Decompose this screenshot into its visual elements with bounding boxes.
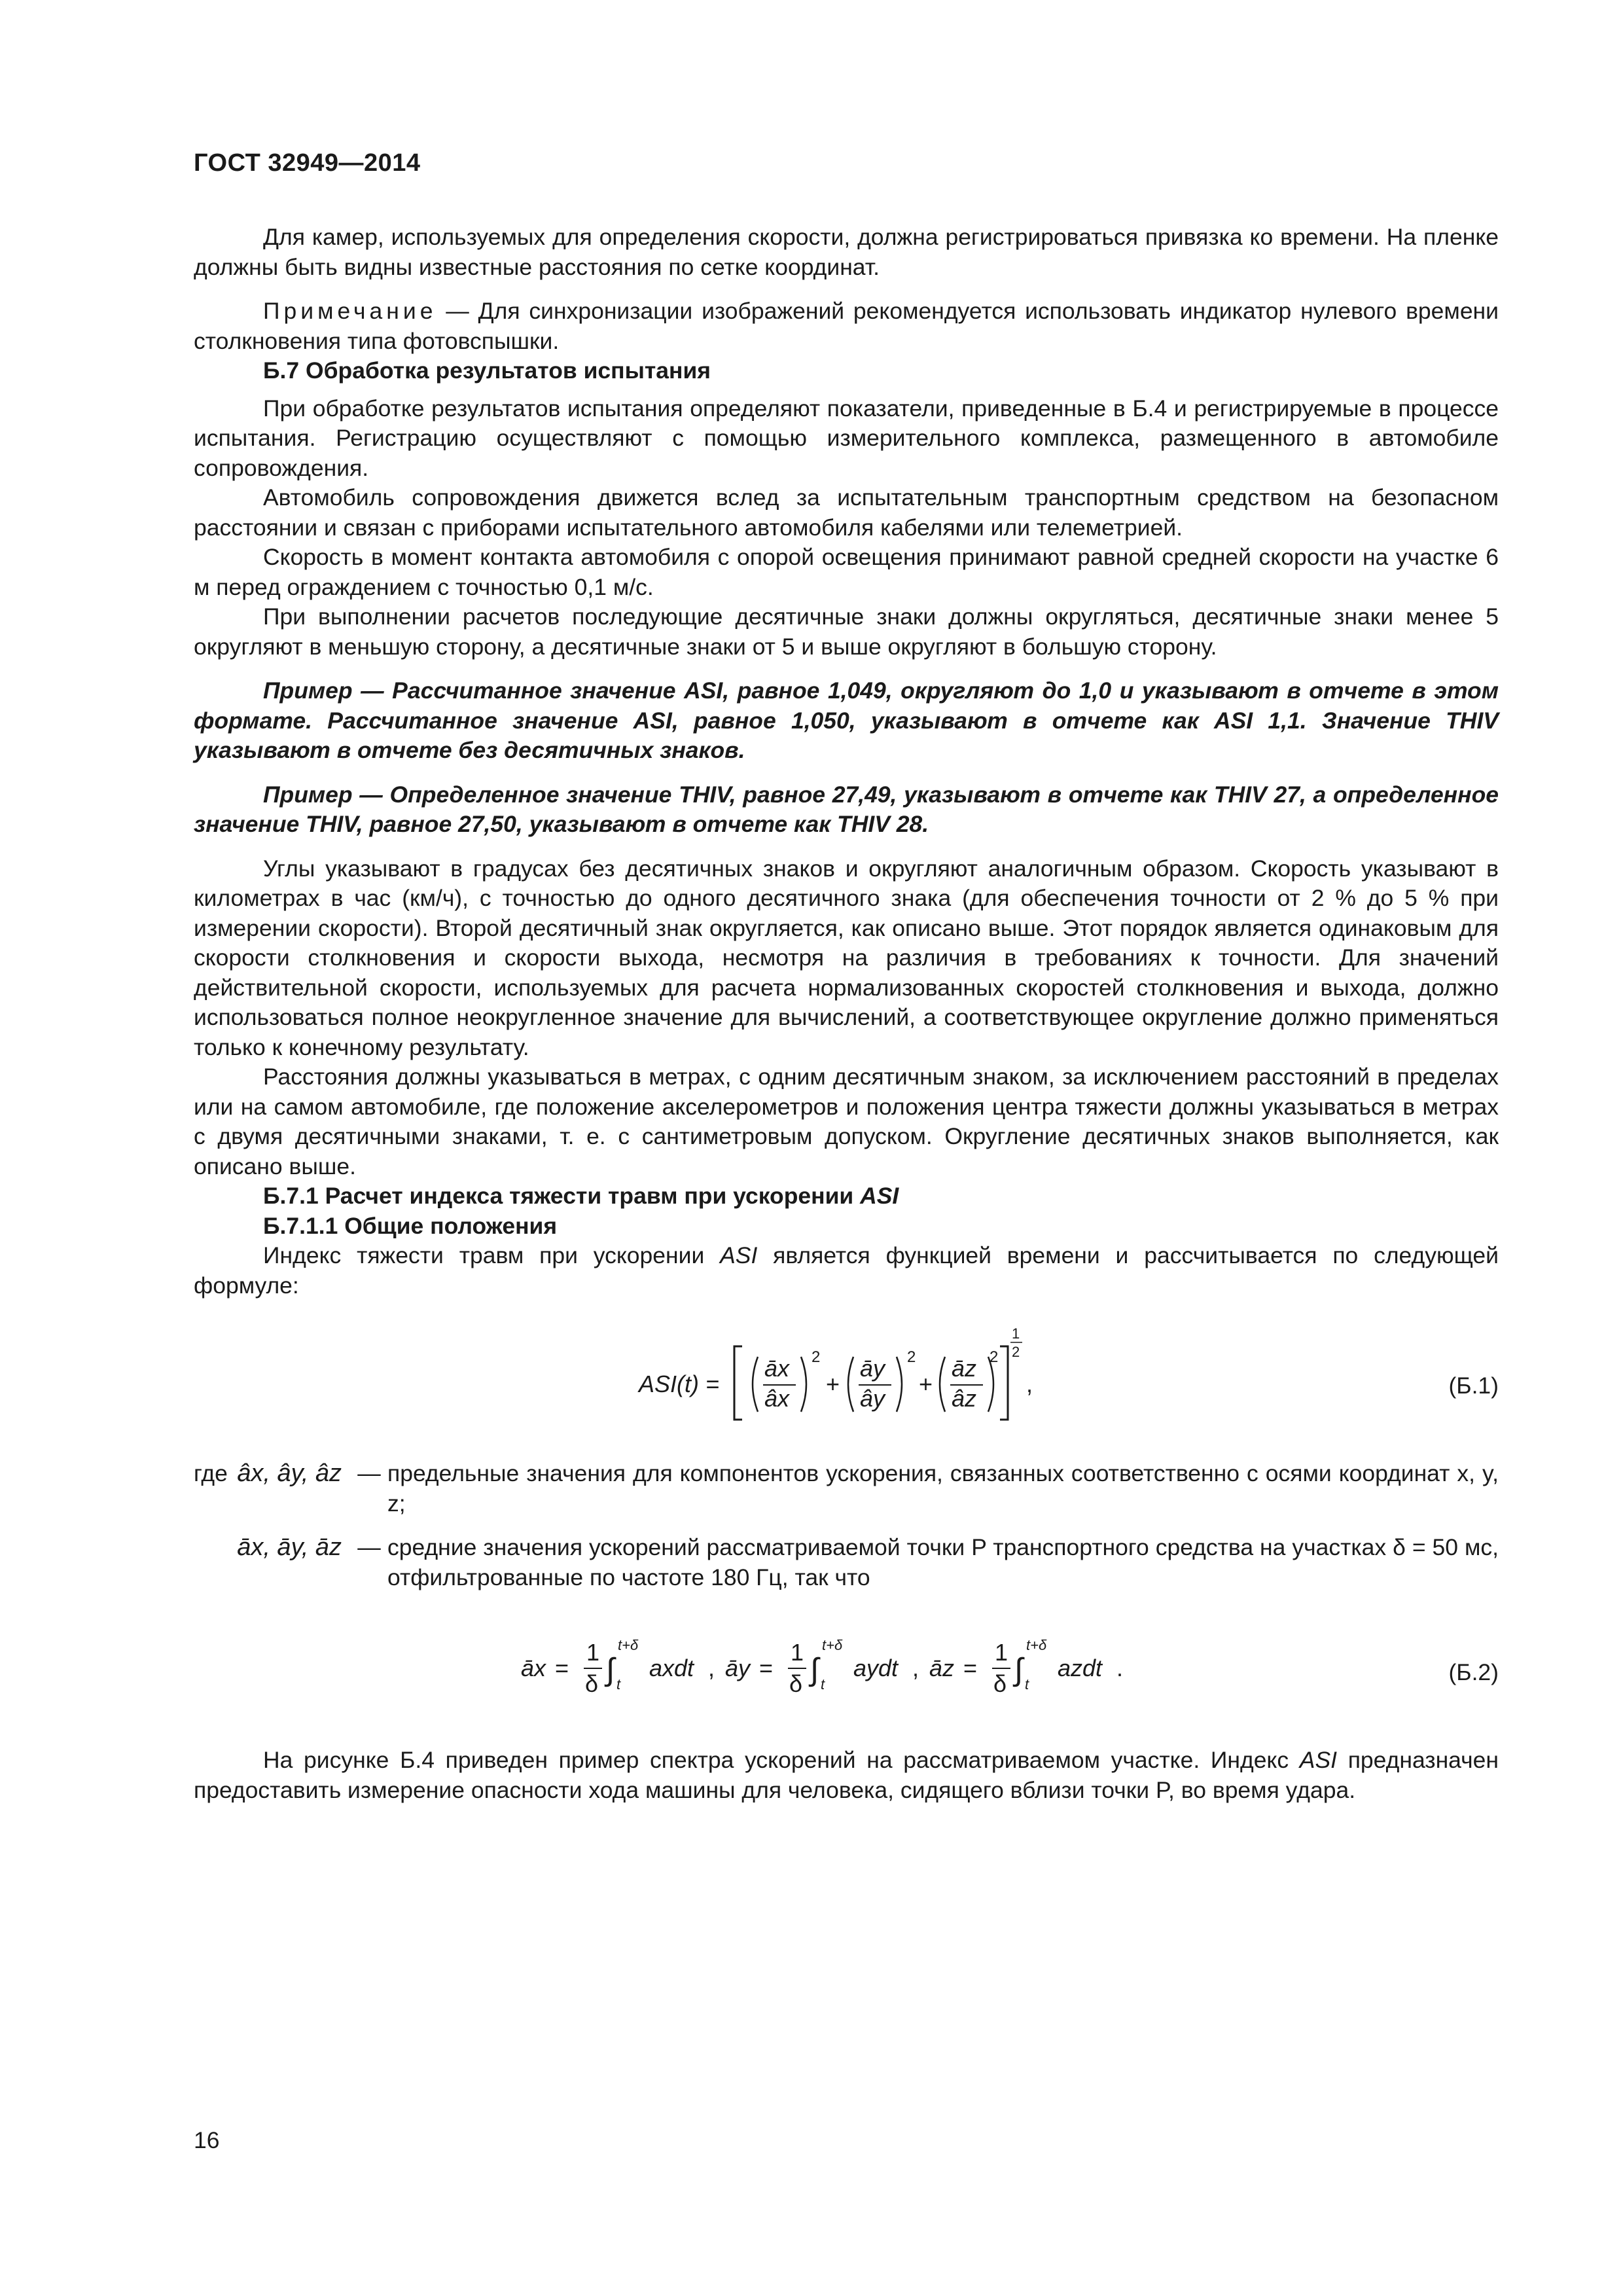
upper-limit: t+δ <box>1026 1637 1047 1653</box>
separator: , <box>708 1655 715 1681</box>
note-text: — Для синхронизации изображений рекомендуется использовать индикатор нулевого времени столкновения типа фотовспышки. <box>194 298 1499 354</box>
paren <box>940 1357 945 1412</box>
term-exponent: 2 <box>907 1348 916 1366</box>
lower-limit: t <box>616 1676 621 1693</box>
equals-sign: = <box>963 1655 978 1681</box>
note-paragraph <box>194 296 1499 356</box>
formula-b2-svg <box>194 1621 1499 1719</box>
document-page <box>194 0 1499 2296</box>
mean-symbol: āz <box>929 1655 955 1681</box>
integral-sign: ∫ <box>606 1653 615 1687</box>
fraction-delta: δ <box>993 1670 1007 1697</box>
integrand: azdt <box>1058 1655 1103 1681</box>
equals-sign: = <box>759 1655 774 1681</box>
term-denominator: âz <box>952 1385 977 1412</box>
upper-limit: t+δ <box>618 1637 639 1653</box>
where-label: где <box>194 1460 228 1486</box>
example-paragraph: Пример — Рассчитанное значение ASI, равное 1,049, округляют до 1,0 и указывают в отчете в этом формате. Рассчитанное значение ASI, равное 1,050, указывают в отчете как ASI 1,1. Значение THIV указывают в отчете без десятичных знаков. <box>194 677 1499 763</box>
where-symbols: āx, āy, āz <box>237 1534 342 1561</box>
section-heading: Б.7 Обработка результатов испытания <box>263 357 711 384</box>
left-bracket <box>734 1346 742 1420</box>
formula-trailing: , <box>1026 1371 1033 1397</box>
term-denominator: ây <box>860 1385 885 1412</box>
paragraph: Автомобиль сопровождения движется вслед за испытательным транспортным средством на безопасном расстоянии и связан с приборами испытательного автомобиля кабелями или телеметрией. <box>194 484 1499 541</box>
where-dash: — <box>357 1460 381 1486</box>
term-exponent: 2 <box>812 1348 821 1366</box>
paren <box>897 1357 902 1412</box>
paragraph: Индекс тяжести травм при ускорении ASI является функцией времени и рассчитывается по следующей формуле: <box>194 1242 1499 1299</box>
term-numerator: āy <box>860 1355 885 1382</box>
outer-exponent-numerator: 1 <box>1012 1325 1020 1342</box>
formula-b1 <box>194 1324 1499 1435</box>
subsubsection-heading: Б.7.1.1 Общие положения <box>263 1212 558 1239</box>
fraction-one: 1 <box>791 1639 804 1666</box>
outer-exponent-denominator: 2 <box>1012 1344 1020 1360</box>
integrand: axdt <box>649 1655 694 1681</box>
fraction-one: 1 <box>995 1639 1008 1666</box>
integral-sign: ∫ <box>810 1653 819 1687</box>
paragraph: При выполнении расчетов последующие десятичные знаки должны округляться, десятичные знаки менее 5 округляют в меньшую сторону, а десятичные знаки от 5 и выше округляют в большую сторону. <box>194 603 1499 660</box>
plus-sign: + <box>919 1371 933 1397</box>
lower-limit: t <box>1025 1676 1029 1693</box>
where-symbols: где âx, ây, âz <box>194 1459 351 1518</box>
where-dash: — <box>357 1534 381 1560</box>
subsection-heading: Б.7.1 Расчет индекса тяжести травм при ускорении ASI <box>263 1183 899 1209</box>
term-denominator: âx <box>764 1385 790 1412</box>
where-item <box>194 1533 1499 1592</box>
term-numerator: āx <box>764 1355 790 1382</box>
equals-sign: = <box>555 1655 569 1681</box>
paragraph: Углы указывают в градусах без десятичных знаков и округляют аналогичным образом. Скорость указывают в километрах в час (км/ч), с точностью до одного десятичного знака (для обеспечения точности от 2 % до 5 % при измерении скорости). Второй десятичный знак округляется, как описано выше. Этот порядок является одинаковым для скорости столкновения и скорости выхода, несмотря на различия в требованиях к точности. Для значений действительной скорости, используемых для расчета нормализованных скоростей столкновения и выхода, должно использоваться полное неокругленное значение для вычислений, а соответствующее округление должно применяться только к конечному результату. <box>194 855 1499 1060</box>
formula-lhs: ASI(t) = <box>639 1371 720 1397</box>
fraction-delta: δ <box>789 1670 803 1697</box>
paren <box>848 1357 853 1412</box>
integral-sign: ∫ <box>1014 1653 1024 1687</box>
note-label: Примечание <box>263 298 437 324</box>
paragraph: Расстояния должны указываться в метрах, с одним десятичным знаком, за исключением расстояний в пределах или на самом автомобиле, где положение акселерометров и положения центра тяжести должны указываться в метрах с двумя десятичными знаками, т. е. с сантиметровым допуском. Округление десятичных знаков выполняется, как описано выше. <box>194 1064 1499 1179</box>
where-item <box>194 1459 1499 1518</box>
right-bracket <box>1000 1346 1008 1420</box>
page-number: 16 <box>194 2127 220 2153</box>
formula-b2 <box>194 1621 1499 1719</box>
example-paragraph: Пример — Определенное значение THIV, равное 27,49, указывают в отчете как THIV 27, а определенное значение THIV, равное 27,50, указывают в отчете как THIV 28. <box>194 781 1499 837</box>
fraction-delta: δ <box>585 1670 599 1697</box>
integrand: aydt <box>853 1655 899 1681</box>
paragraph: Для камер, используемых для определения скорости, должна регистрироваться привязка ко времени. На пленке должны быть видны известные расстояния по сетке координат. <box>194 224 1499 280</box>
standard-header: ГОСТ 32949—2014 <box>194 149 421 177</box>
where-description: предельные значения для компонентов ускорения, связанных соответственно с осями координат x, y, z; <box>387 1460 1499 1516</box>
fraction-one: 1 <box>586 1639 600 1666</box>
page-content <box>194 223 1499 1805</box>
upper-limit: t+δ <box>822 1637 843 1653</box>
formula-b1-svg <box>194 1324 1499 1435</box>
term-exponent: 2 <box>990 1348 999 1366</box>
separator: . <box>1116 1655 1124 1681</box>
separator: , <box>912 1655 919 1681</box>
paragraph: Скорость в момент контакта автомобиля с опорой освещения принимают равной средней скорости на участке 6 м перед ограждением с точностью 0,1 м/с. <box>194 544 1499 600</box>
paragraph: На рисунке Б.4 приведен пример спектра ускорений на рассматриваемом участке. Индекс ASI предназначен предоставить измерение опасности хода машины для человека, сидящего вблизи точки P, во время удара. <box>194 1747 1499 1803</box>
mean-symbol: āy <box>725 1655 751 1681</box>
where-description: средние значения ускорений рассматриваемой точки P транспортного средства на участках δ = 50 мс, отфильтрованные по частоте 180 Гц, так что <box>387 1534 1499 1590</box>
mean-symbol: āx <box>521 1655 546 1681</box>
lower-limit: t <box>821 1676 825 1693</box>
equation-number: (Б.1) <box>1448 1372 1499 1399</box>
paragraph: При обработке результатов испытания определяют показатели, приведенные в Б.4 и регистрируемые в процессе испытания. Регистрацию осуществляют с помощью измерительного комплекса, размещенного в автомобиле сопровождения. <box>194 395 1499 481</box>
paren <box>753 1357 758 1412</box>
equation-number: (Б.2) <box>1448 1659 1499 1685</box>
plus-sign: + <box>826 1371 840 1397</box>
term-numerator: āz <box>952 1355 977 1382</box>
paren <box>801 1357 806 1412</box>
